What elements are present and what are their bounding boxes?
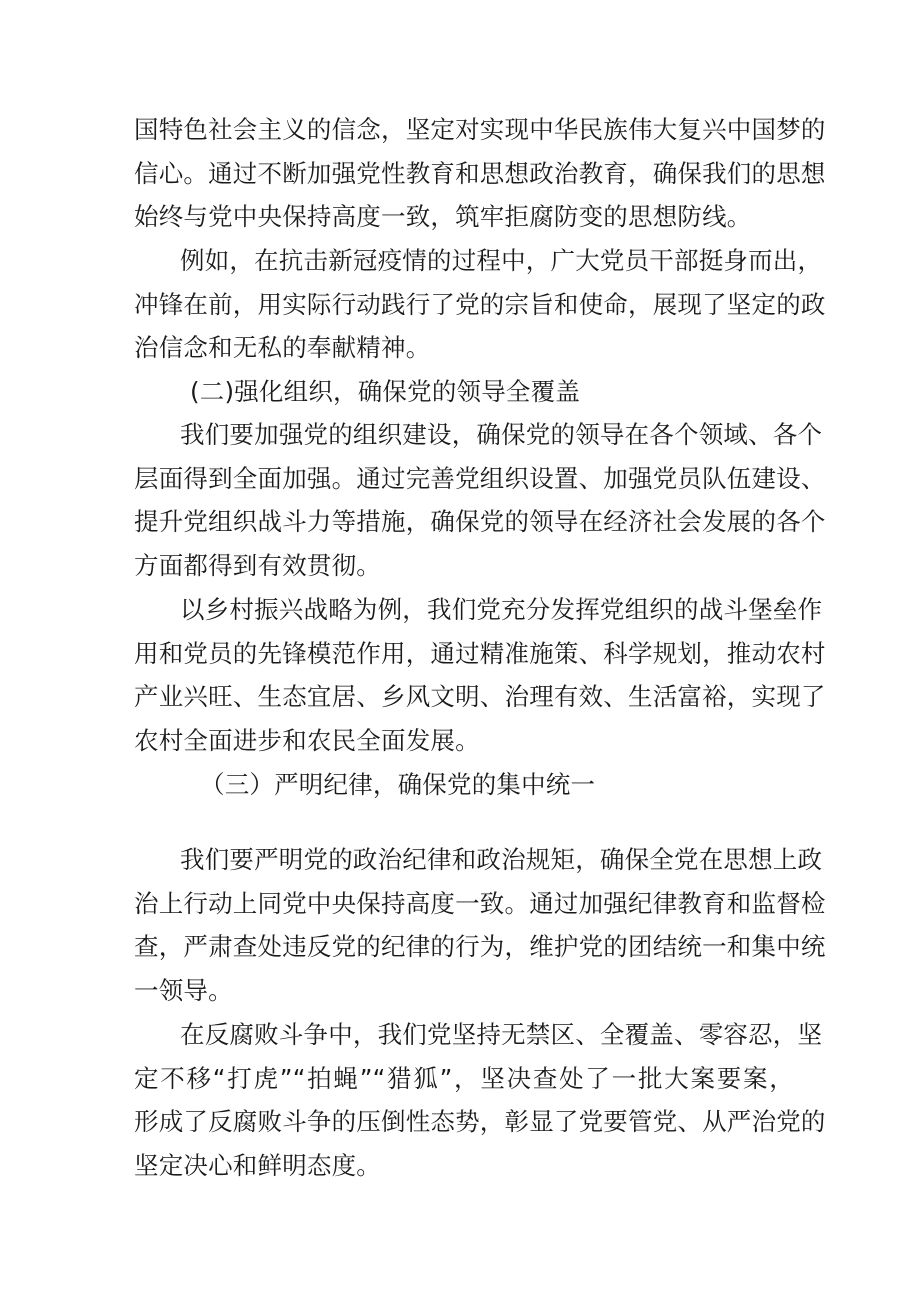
paragraph-2 (134, 239, 826, 370)
paragraph-line: 例如，在抗击新冠疫情的过程中，广大党员干部挺身而出， (180, 246, 823, 275)
paragraph-line: 我们要加强党的组织建设，确保党的领导在各个领域、各个 (180, 420, 823, 449)
paragraph-line: 以乡村振兴战略为例，我们党充分发挥党组织的战斗堡垒作 (180, 595, 823, 624)
paragraph-3 (134, 413, 826, 587)
paragraph-5 (134, 838, 826, 1012)
paragraph-line: 查，严肃查处违反党的纪律的行为，维护党的团结统一和集中统 (134, 932, 826, 961)
paragraph-line: 形成了反腐败斗争的压倒性态势，彰显了党要管党、从严治党的 (134, 1107, 826, 1136)
paragraph-line: 坚定决心和鲜明态度。 (134, 1150, 381, 1180)
paragraph-line: 冲锋在前，用实际行动践行了党的宗旨和使命，展现了坚定的政 (134, 289, 826, 319)
section-heading-2: (二)强化组织，确保党的领导全覆盖 (190, 377, 581, 406)
paragraph-line: 定不移“打虎”“拍蝇”“猎狐”，坚决查处了一批大案要案， (134, 1063, 794, 1093)
paragraph-line: 在反腐败斗争中，我们党坚持无禁区、全覆盖、零容忍，坚 (180, 1020, 823, 1049)
paragraph-6 (134, 1013, 826, 1187)
paragraph-line: 我们要严明党的政治纪律和政治规矩，确保全党在思想上政 (180, 845, 823, 874)
paragraph-line: 治上行动上同党中央保持高度一致。通过加强纪律教育和监督检 (134, 888, 826, 918)
paragraph-line: 层面得到全面加强。通过完善党组织设置、加强党员队伍建设、 (134, 463, 826, 493)
section-heading-3: （三）严明纪律，确保党的集中统一 (200, 770, 596, 799)
paragraph-line: 提升党组织战斗力等措施，确保党的领导在经济社会发展的各个 (134, 507, 826, 536)
paragraph-line: 农村全面进步和农民全面发展。 (134, 725, 480, 755)
paragraph-line: 信心。通过不断加强党性教育和思想政治教育，确保我们的思想 (134, 158, 826, 188)
paragraph-4 (134, 588, 826, 762)
paragraph-line: 治信念和无私的奉献精神。 (134, 333, 431, 362)
paragraph-line: 用和党员的先锋模范作用，通过精准施策、科学规划，推动农村 (134, 638, 826, 668)
paragraph-line: 产业兴旺、生态宜居、乡风文明、治理有效、生活富裕，实现了 (134, 682, 826, 711)
paragraph-line: 一领导。 (134, 975, 233, 1005)
paragraph-line: 国特色社会主义的信念，坚定对实现中华民族伟大复兴中国梦的 (134, 115, 826, 144)
paragraph-1 (134, 108, 826, 239)
paragraph-line: 始终与党中央保持高度一致，筑牢拒腐防变的思想防线。 (134, 202, 752, 231)
paragraph-line: 方面都得到有效贯彻。 (134, 550, 381, 580)
